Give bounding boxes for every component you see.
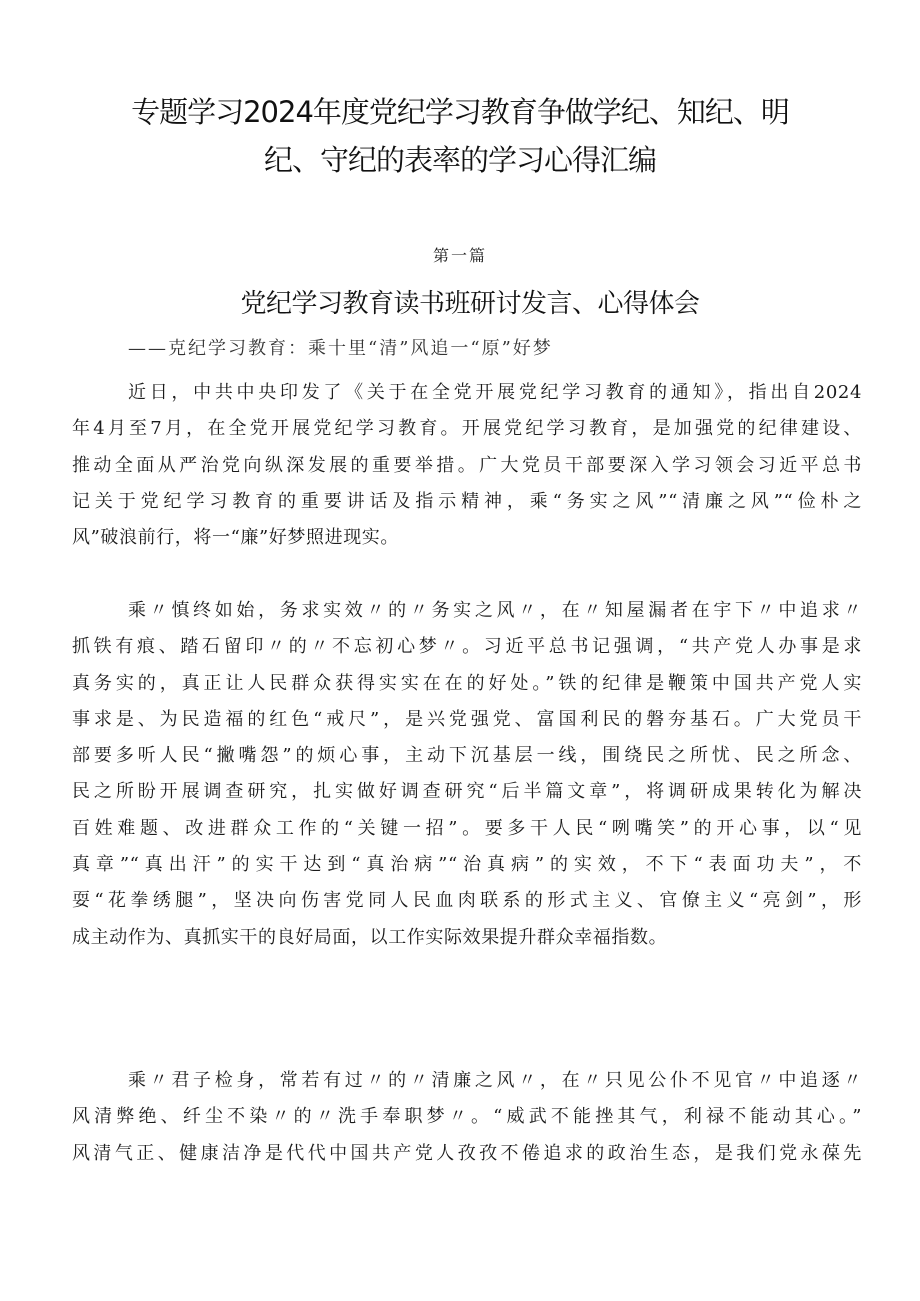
paragraph-line: 真章”“真出汗”的实干达到“真治病”“治真病”的实效，不下“表面功夫”，不: [72, 854, 862, 876]
paragraph-1: [72, 375, 862, 556]
paragraph-3: [72, 1063, 862, 1172]
document-title: [60, 88, 860, 184]
paragraph-line: 抓铁有痕、踏石留印〃的〃不忘初心梦〃。习近平总书记强调，“共产党人办事是求: [72, 636, 862, 658]
document-title-line: 专题学习2024年度党纪学习教育争做学纪、知纪、明: [131, 95, 789, 129]
paragraph-line: 年4月至7月，在全党开展党纪学习教育。开展党纪学习教育，是加强党的纪律建设、: [72, 418, 862, 440]
paragraph-line: 事求是、为民造福的红色“戒尺”，是兴党强党、富国利民的磐夯基石。广大党员干: [72, 708, 862, 730]
paragraph-line: 风清弊绝、纤尘不染〃的〃洗手奉职梦〃。“威武不能挫其气，利禄不能动其心。”: [72, 1106, 862, 1128]
paragraph-line: 乘〃君子检身，常若有过〃的〃清廉之风〃，在〃只见公仆不见官〃中追逐〃: [128, 1070, 862, 1091]
paragraph-line: 成主动作为、真抓实干的良好局面，以工作实际效果提升群众幸福指数。: [72, 926, 668, 948]
paragraph-line: 耍“花拳绣腿”，坚决向伤害党同人民血肉联系的形式主义、官僚主义“亮剑”，形: [72, 890, 862, 912]
paragraph-line: 近日，中共中央印发了《关于在全党开展党纪学习教育的通知》，指出自2024: [128, 382, 862, 403]
paragraph-line: 风”破浪前行，将一“廉”好梦照进现实。: [72, 527, 400, 549]
paragraph-line: 部要多听人民“撇嘴怨”的烦心事，主动下沉基层一线，围绕民之所忧、民之所念、: [72, 745, 862, 767]
section-subtitle: ——克纪学习教育：乘十里“清”风追一“原”好梦: [128, 338, 553, 359]
paragraph-line: 乘〃慎终如始，务求实效〃的〃务实之风〃，在〃知屋漏者在宇下〃中追求〃: [128, 600, 862, 621]
section-label: 第一篇: [432, 246, 487, 265]
paragraph-line: 记关于党纪学习教育的重要讲话及指示精神，乘“务实之风”“清廉之风”“俭朴之: [72, 490, 862, 512]
paragraph-line: 百姓难题、改进群众工作的“关键一招”。要多干人民“咧嘴笑”的开心事，以“见: [72, 817, 862, 839]
paragraph-2: [72, 593, 862, 956]
section-title: 党纪学习教育读书班研讨发言、心得体会: [240, 289, 700, 319]
paragraph-line: 民之所盼开展调查研究，扎实做好调查研究“后半篇文章”，将调研成果转化为解决: [72, 781, 862, 803]
document-title-line: 纪、守纪的表率的学习心得汇编: [263, 143, 656, 177]
paragraph-line: 真务实的，真正让人民群众获得实实在在的好处。”铁的纪律是鞭策中国共产党人实: [72, 672, 862, 694]
paragraph-line: 风清气正、健康洁净是代代中国共产党人孜孜不倦追求的政治生态，是我们党永葆先: [72, 1142, 862, 1164]
paragraph-line: 推动全面从严治党向纵深发展的重要举措。广大党员干部要深入学习领会习近平总书: [72, 454, 862, 476]
